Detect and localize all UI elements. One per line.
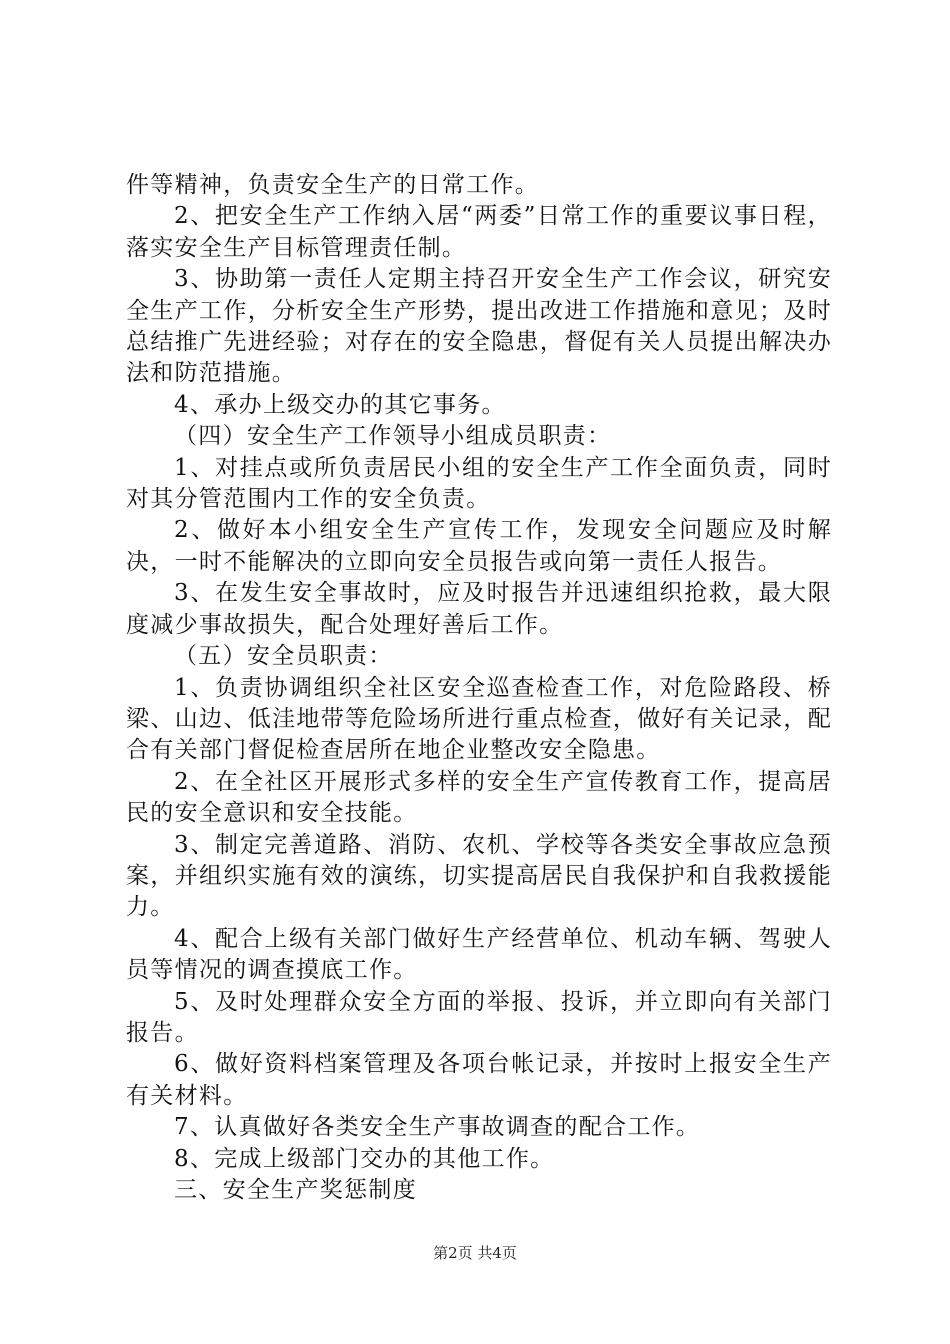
section-heading-3: 三、安全生产奖惩制度: [174, 1177, 417, 1203]
paragraph-item-4: 4、承办上级交办的其它事务。: [174, 391, 506, 418]
paragraph-item-8: 8、完成上级部门交办的其他工作。: [174, 1145, 555, 1172]
paragraph-item-7: 7、认真做好各类安全生产事故调查的配合工作。: [174, 1114, 701, 1141]
paragraph-item-2: 2、在全社区开展形式多样的安全生产宣传教育工作，提高居民的安全意识和安全技能。: [126, 768, 832, 827]
section-heading-5: （五）安全员职责：: [174, 643, 393, 670]
paragraph-item-3: 3、协助第一责任人定期主持召开安全生产工作会议，研究安全生产工作，分析安全生产形势，提出改进工作措施和意见；及时总结推广先进经验；对存在的安全隐患，督促有关人员提出解决办法和防范措施。: [126, 266, 832, 387]
paragraph-item-5: 5、及时处理群众安全方面的举报、投诉，并立即向有关部门报告。: [126, 988, 832, 1046]
paragraph-item-4: 4、配合上级有关部门做好生产经营单位、机动车辆、驾驶人员等情况的调查摸底工作。: [126, 925, 832, 984]
section-heading-4: （四）安全生产工作领导小组成员职责：: [174, 423, 612, 450]
paragraph-item-1: 1、负责协调组织全社区安全巡查检查工作，对危险路段、桥梁、山边、低洼地带等危险场所进行重点检查，做好有关记录，配合有关部门督促检查居所在地企业整改安全隐患。: [126, 674, 832, 764]
paragraph-item-2: 2、把安全生产工作纳入居“两委”日常工作的重要议事日程，落实安全生产目标管理责任制。: [126, 203, 832, 261]
paragraph-item-2: 2、做好本小组安全生产宣传工作，发现安全问题应及时解决，一时不能解决的立即向安全员报告或向第一责任人报告。: [126, 517, 832, 575]
paragraph-continuation: 件等精神，负责安全生产的日常工作。: [126, 172, 540, 198]
paragraph-item-3: 3、制定完善道路、消防、农机、学校等各类安全事故应急预案，并组织实施有效的演练，切实提高居民自我保护和自我救援能力。: [126, 831, 832, 921]
paragraph-item-6: 6、做好资料档案管理及各项台帐记录，并按时上报安全生产有关材料。: [126, 1051, 832, 1109]
paragraph-item-1: 1、对挂点或所负责居民小组的安全生产工作全面负责，同时对其分管范围内工作的安全负责。: [126, 454, 832, 513]
document-body: [126, 170, 832, 1206]
paragraph-item-3: 3、在发生安全事故时，应及时报告并迅速组织抢救，最大限度减少事故损失，配合处理好善后工作。: [126, 580, 832, 638]
page-footer: 第2页 共4页: [433, 1244, 517, 1262]
